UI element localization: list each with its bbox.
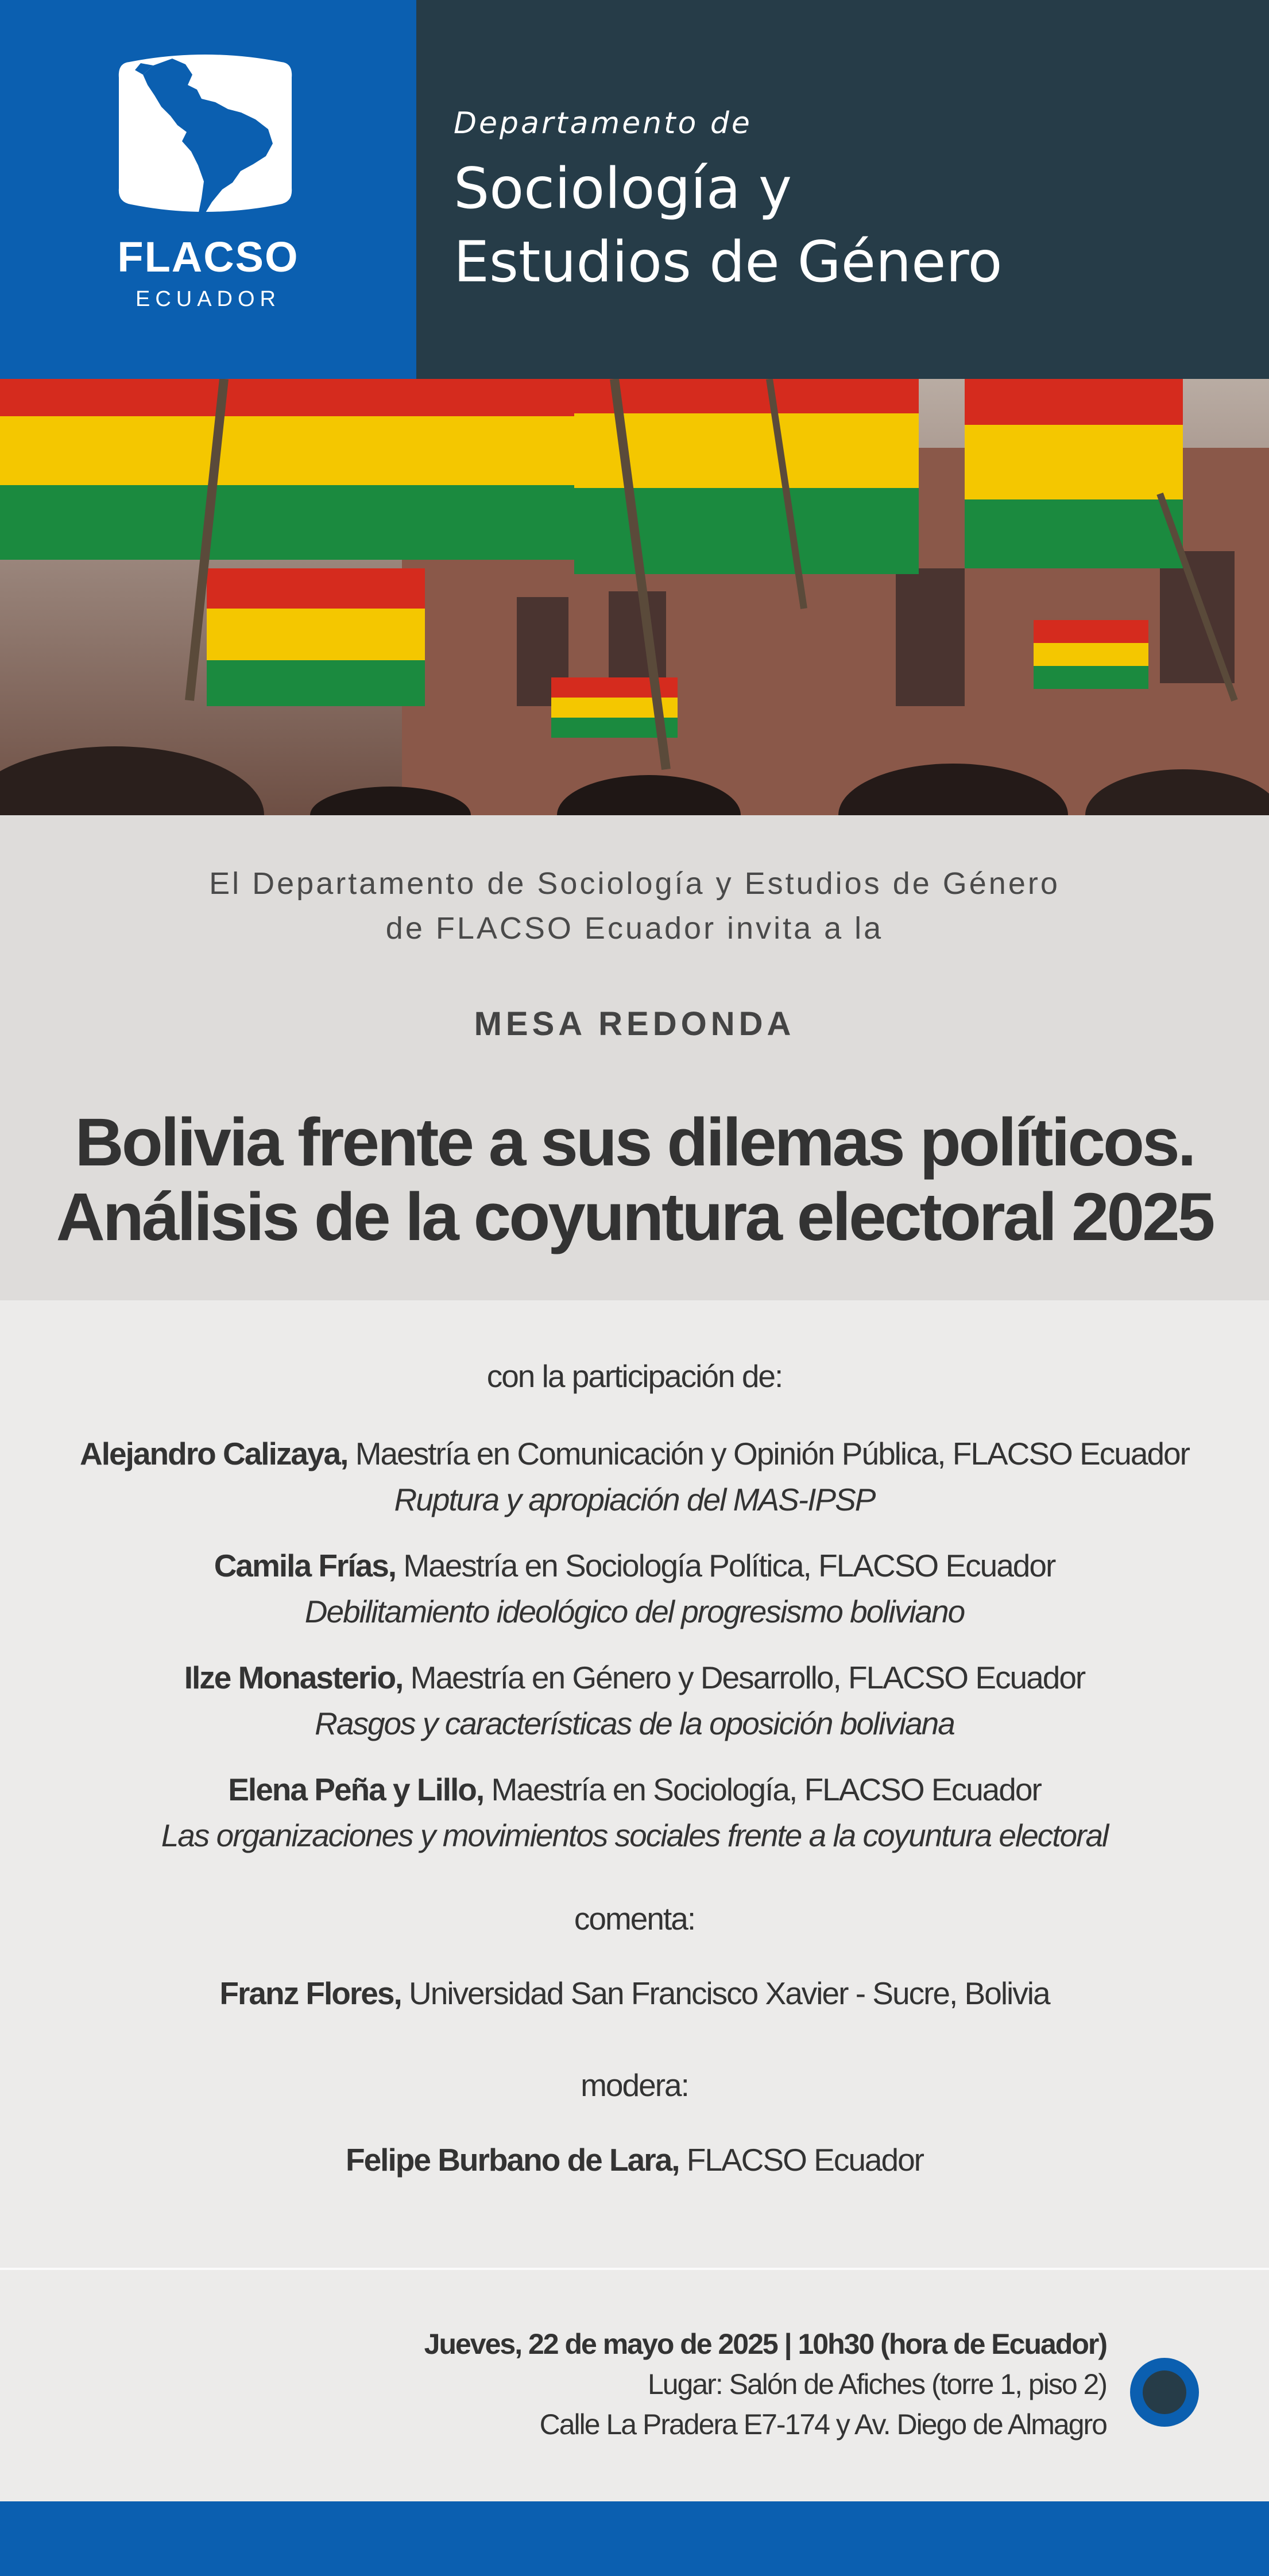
speaker-3 <box>0 1659 1269 1696</box>
speaker-1-name: Alejandro Calizaya, <box>80 1436 348 1471</box>
commentator <box>0 1975 1269 2012</box>
commentator-name: Franz Flores, <box>219 1975 401 2011</box>
event-venue: Lugar: Salón de Afiches (torre 1, piso 2) <box>647 2368 1106 2400</box>
moderator <box>0 2141 1269 2178</box>
speaker-3-topic: Rasgos y características de la oposición boliviana <box>315 1706 954 1741</box>
circle-icon <box>1130 2358 1199 2427</box>
speaker-2-topic: Debilitamiento ideológico del progresismo boliviano <box>304 1594 965 1629</box>
comment-label: comenta: <box>574 1901 695 1936</box>
participants-intro: con la participación de: <box>486 1358 783 1394</box>
event-date: Jueves, 22 de mayo de 2025 | 10h30 (hora de Ecuador) <box>424 2328 1106 2360</box>
speaker-2-name: Camila Frías, <box>214 1548 396 1583</box>
speaker-4-affiliation: Maestría en Sociología, FLACSO Ecuador <box>491 1772 1041 1807</box>
moderator-affiliation: FLACSO Ecuador <box>686 2142 923 2178</box>
speaker-2 <box>0 1547 1269 1584</box>
speaker-1-topic: Ruptura y apropiación del MAS-IPSP <box>394 1482 875 1517</box>
department-title-line1: Sociología y <box>454 156 792 222</box>
speaker-4 <box>0 1771 1269 1808</box>
footer-bar <box>0 2501 1269 2576</box>
event-title-line1: Bolivia frente a sus dilemas políticos. <box>75 1105 1194 1180</box>
event-info <box>0 2270 1269 2501</box>
moderator-label: modera: <box>581 2067 688 2103</box>
invitation-line2: de FLACSO Ecuador invita a la <box>385 911 884 946</box>
header <box>0 0 1269 379</box>
department-title-line2: Estudios de Género <box>454 230 1003 295</box>
speaker-4-name: Elena Peña y Lillo, <box>228 1772 484 1807</box>
speaker-3-affiliation: Maestría en Género y Desarrollo, FLACSO Ecuador <box>410 1660 1085 1695</box>
latin-america-map-icon <box>118 52 293 215</box>
moderator-name: Felipe Burbano de Lara, <box>346 2142 679 2178</box>
event-title-line2: Análisis de la coyuntura electoral 2025 <box>56 1179 1213 1255</box>
speaker-4-topic: Las organizaciones y movimientos sociales frente a la coyuntura electoral <box>161 1818 1108 1853</box>
speaker-2-affiliation: Maestría en Sociología Política, FLACSO Ecuador <box>403 1548 1055 1583</box>
event-type: MESA REDONDA <box>474 1005 795 1043</box>
invitation-section <box>0 815 1269 1300</box>
speaker-1-affiliation: Maestría en Comunicación y Opinión Pública, FLACSO Ecuador <box>355 1436 1189 1471</box>
department-prefix: Departamento de <box>454 106 752 141</box>
program-section <box>0 1300 1269 2268</box>
department-title <box>454 152 1003 299</box>
bolivian-flags-photo <box>0 379 1269 815</box>
invitation-text <box>0 861 1269 951</box>
speaker-1 <box>0 1435 1269 1472</box>
department-block <box>416 0 1269 379</box>
logo-subtitle: ECUADOR <box>135 287 281 311</box>
invitation-line1: El Departamento de Sociología y Estudios de Género <box>209 866 1060 901</box>
commentator-affiliation: Universidad San Francisco Xavier - Sucre, Bolivia <box>409 1975 1050 2011</box>
logo-name: FLACSO <box>117 233 299 281</box>
event-address: Calle La Pradera E7-174 y Av. Diego de Almagro <box>539 2408 1106 2441</box>
flacso-logo <box>0 0 416 379</box>
event-title <box>0 1105 1269 1254</box>
speaker-3-name: Ilze Monasterio, <box>184 1660 403 1695</box>
